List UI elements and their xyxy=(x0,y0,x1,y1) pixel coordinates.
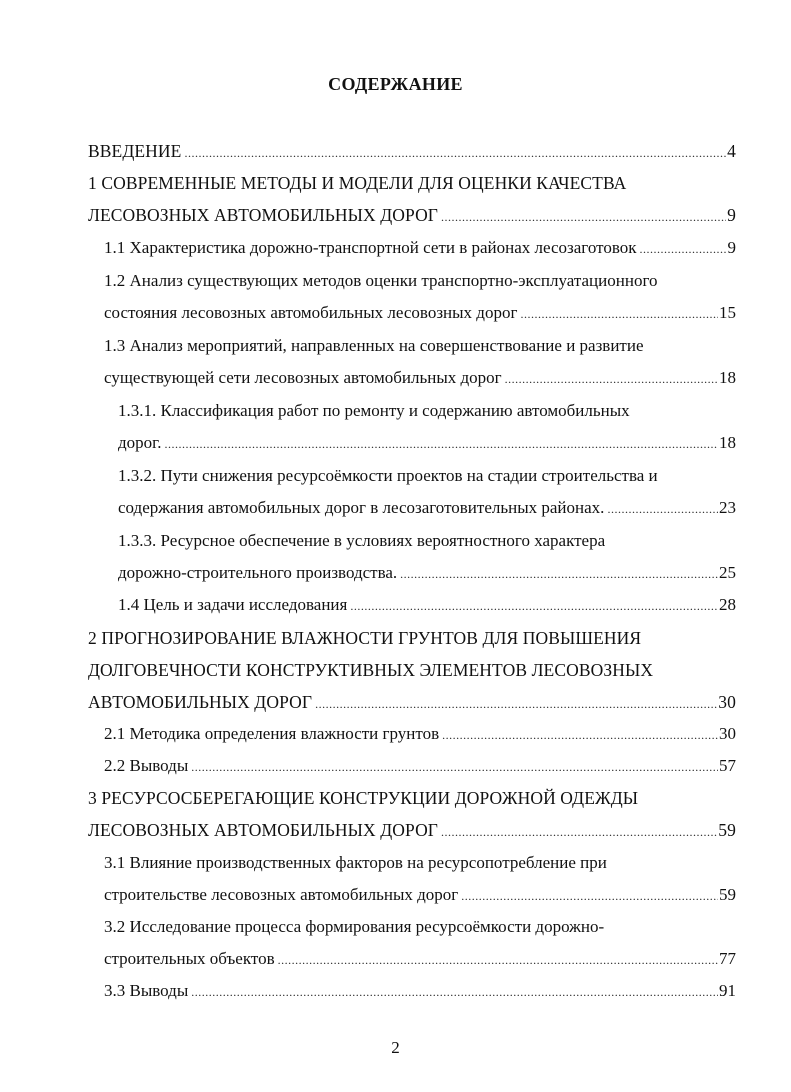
toc-entry-text: 1.2 Анализ существующих методов оценки транспортно-эксплуатационного xyxy=(104,271,658,290)
dot-leader xyxy=(191,981,718,1003)
toc-entry xyxy=(118,594,736,617)
toc-entry-page: 18 xyxy=(719,433,736,452)
toc-entry-text: ЛЕСОВОЗНЫХ АВТОМОБИЛЬНЫХ ДОРОГ xyxy=(88,205,439,225)
toc-entry-page: 15 xyxy=(719,303,736,322)
toc-entry xyxy=(104,367,736,390)
toc-entry xyxy=(104,755,736,778)
toc-entry-page: 9 xyxy=(727,205,736,225)
toc-entry-text: 1.4 Цель и задачи исследования xyxy=(118,595,348,614)
toc-entry-text: состояния лесовозных автомобильных лесовозных дорог xyxy=(104,303,518,322)
toc-entry-page: 9 xyxy=(727,238,736,257)
toc-entry-page: 59 xyxy=(719,885,736,904)
toc-entry xyxy=(104,948,736,971)
toc-entry-text: ДОЛГОВЕЧНОСТИ КОНСТРУКТИВНЫХ ЭЛЕМЕНТОВ ЛЕСОВОЗНЫХ xyxy=(88,660,654,680)
toc-entry xyxy=(118,400,630,422)
toc-entry xyxy=(88,787,638,809)
toc-entry-text: 3 РЕСУРСОСБЕРЕГАЮЩИЕ КОНСТРУКЦИИ ДОРОЖНОЙ ОДЕЖДЫ xyxy=(88,788,639,808)
toc-entry xyxy=(88,204,736,228)
toc-entry-text: 1.3.3. Ресурсное обеспечение в условиях вероятностного характера xyxy=(118,531,606,550)
toc-entry xyxy=(88,819,736,843)
toc-entry xyxy=(104,723,736,746)
toc-entry-text: ЛЕСОВОЗНЫХ АВТОМОБИЛЬНЫХ ДОРОГ xyxy=(88,820,439,840)
toc-entry xyxy=(118,432,736,455)
dot-leader xyxy=(400,563,718,585)
toc-entry xyxy=(88,691,736,715)
toc-entry xyxy=(118,530,605,552)
toc-entry-text: 1.3 Анализ мероприятий, направленных на совершенствование и развитие xyxy=(104,336,644,355)
toc-entry xyxy=(104,335,644,357)
toc-entry-text: 1 СОВРЕМЕННЫЕ МЕТОДЫ И МОДЕЛИ ДЛЯ ОЦЕНКИ КАЧЕСТВА xyxy=(88,173,627,193)
page-title: СОДЕРЖАНИЕ xyxy=(328,74,463,94)
toc-entry-text: 2.1 Методика определения влажности грунтов xyxy=(104,724,440,743)
toc-entry xyxy=(104,237,736,260)
toc-entry-page: 23 xyxy=(719,498,736,517)
toc-entry-text: 3.2 Исследование процесса формирования ресурсоёмкости дорожно- xyxy=(104,917,605,936)
toc-entry-text: 3.3 Выводы xyxy=(104,981,189,1000)
toc-entry-text: 2.2 Выводы xyxy=(104,756,189,775)
toc-entry xyxy=(118,497,736,520)
toc-entry-page: 18 xyxy=(719,368,736,387)
dot-leader xyxy=(442,724,718,746)
toc-entry xyxy=(88,172,626,194)
dot-leader xyxy=(461,885,718,907)
dot-leader xyxy=(441,206,726,228)
dot-leader xyxy=(607,498,718,520)
toc-entry xyxy=(118,465,658,487)
toc-entry-page: 59 xyxy=(718,820,736,840)
toc-entry xyxy=(104,980,736,1003)
toc-entry xyxy=(88,659,653,681)
dot-leader xyxy=(184,142,726,164)
toc-entry-page: 25 xyxy=(719,563,736,582)
dot-leader xyxy=(278,949,718,971)
dot-leader xyxy=(164,433,718,455)
toc-entry-text: строительстве лесовозных автомобильных дорог xyxy=(104,885,459,904)
toc-entry xyxy=(104,302,736,325)
toc-entry-text: дорожно-строительного производства. xyxy=(118,563,398,582)
toc-entry-page: 77 xyxy=(719,949,736,968)
toc-entry xyxy=(104,884,736,907)
toc-entry-text: дорог. xyxy=(118,433,162,452)
toc-entry-text: АВТОМОБИЛЬНЫХ ДОРОГ xyxy=(88,692,313,712)
toc-entry xyxy=(88,140,736,164)
toc-entry xyxy=(104,916,604,938)
dot-leader xyxy=(520,303,718,325)
dot-leader xyxy=(191,756,718,778)
toc-entry xyxy=(88,627,641,649)
dot-leader xyxy=(640,238,727,260)
dot-leader xyxy=(505,368,718,390)
toc-entry xyxy=(104,852,607,874)
toc-entry-page: 4 xyxy=(727,141,736,161)
toc-entry-page: 28 xyxy=(719,595,736,614)
toc-entry xyxy=(104,270,658,292)
toc-entry-page: 91 xyxy=(719,981,736,1000)
toc-entry-page: 30 xyxy=(719,724,736,743)
toc-entry-text: существующей сети лесовозных автомобильных дорог xyxy=(104,368,502,387)
toc-entry-text: 1.3.2. Пути снижения ресурсоёмкости проектов на стадии строительства и xyxy=(118,466,658,485)
toc-entry-page: 57 xyxy=(719,756,736,775)
toc-entry xyxy=(118,562,736,585)
toc-entry-text: 3.1 Влияние производственных факторов на ресурсопотребление при xyxy=(104,853,607,872)
page-number: 2 xyxy=(391,1038,400,1057)
dot-leader xyxy=(315,693,717,715)
toc-entry-page: 30 xyxy=(718,692,736,712)
toc-entry-text: ВВЕДЕНИЕ xyxy=(88,141,182,161)
toc-entry-text: строительных объектов xyxy=(104,949,275,968)
toc-entry-text: содержания автомобильных дорог в лесозаготовительных районах. xyxy=(118,498,605,517)
toc-entry-text: 2 ПРОГНОЗИРОВАНИЕ ВЛАЖНОСТИ ГРУНТОВ ДЛЯ ПОВЫШЕНИЯ xyxy=(88,628,642,648)
toc-entry-text: 1.1 Характеристика дорожно-транспортной сети в районах лесозаготовок xyxy=(104,238,637,257)
dot-leader xyxy=(350,595,718,617)
toc-entry-text: 1.3.1. Классификация работ по ремонту и содержанию автомобильных xyxy=(118,401,630,420)
dot-leader xyxy=(441,821,717,843)
